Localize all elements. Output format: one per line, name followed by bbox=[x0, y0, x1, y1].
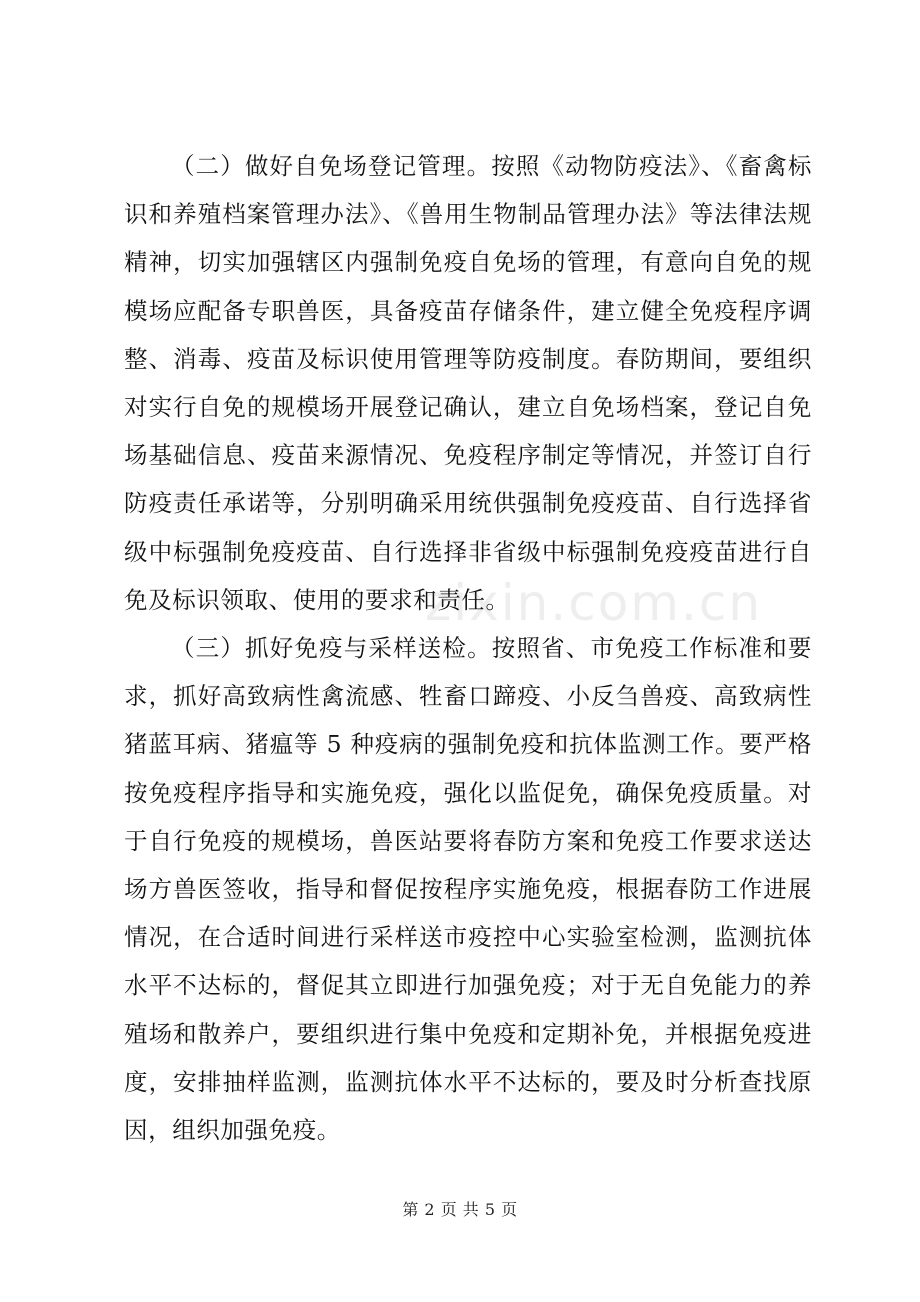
page-footer: 第 2 页 共 5 页 bbox=[402, 1200, 518, 1219]
document-body bbox=[124, 142, 812, 1154]
watermark: zixin.com.cn bbox=[425, 574, 763, 632]
paragraph-2: （二）做好自免场登记管理。按照《动物防疫法》、《畜禽标识和养殖档案管理办法》、《兽用生物制品管理办法》等法律法规精神，切实加强辖区内强制免疫自免场的管理，有意向自免的规模场应配备专职兽医，具备疫苗存储条件，建立健全免疫程序调整、消毒、疫苗及标识使用管理等防疫制度。春防期间，要组织对实行自免的规模场开展登记确认，建立自免场档案，登记自免场基础信息、疫苗来源情况、免疫程序制定等情况，并签订自行防疫责任承诺等，分别明确采用统供强制免疫疫苗、自行选择省级中标强制免疫疫苗、自行选择非省级中标强制免疫疫苗进行自免及标识领取、使用的要求和责任。 bbox=[124, 152, 812, 614]
paragraph-3: （三）抓好免疫与采样送检。按照省、市免疫工作标准和要求，抓好高致病性禽流感、牲畜口蹄疫、小反刍兽疫、高致病性猪蓝耳病、猪瘟等 5 种疫病的强制免疫和抗体监测工作。要严格按免疫程序指导和实施免疫，强化以监促免，确保免疫质量。对于自行免疫的规模场，兽医站要将春防方案和免疫工作要求送达场方兽医签收，指导和督促按程序实施免疫，根据春防工作进展情况，在合适时间进行采样送市疫控中心实验室检测，监测抗体水平不达标的，督促其立即进行加强免疫；对于无自免能力的养殖场和散养户，要组织进行集中免疫和定期补免，并根据免疫进度，安排抽样监测，监测抗体水平不达标的，要及时分析查找原因，组织加强免疫。 bbox=[124, 634, 812, 1145]
